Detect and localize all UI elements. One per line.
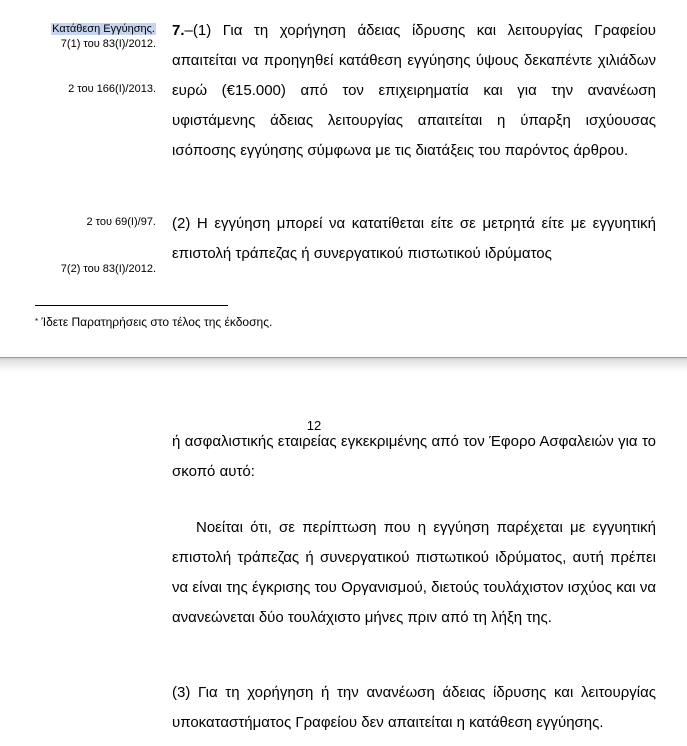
- margin-note-heading: [51, 22, 156, 36]
- section-7-paragraph-1: [172, 16, 656, 166]
- footnote-divider: [35, 305, 228, 306]
- proviso-paragraph: Νοείται ότι, σε περίπτωση που η εγγύηση παρέχεται με εγγυητική επιστολή τράπεζας ή συνεργατικού πιστωτικού ιδρύματος, αυτή πρέπει να είναι της έγκρισης του Οργανισμού, διετούς τουλάχιστον ισχύος και να ανανεώνεται δύο τουλάχιστο μήνες πριν από τη λήξη της.: [172, 519, 656, 626]
- margin-note-ref-1: 7(1) του 83(Ι)/2012.: [60, 38, 156, 50]
- margin-note-ref-4: 7(2) του 83(Ι)/2012.: [60, 263, 156, 275]
- paragraph-2-continuation: ή ασφαλιστικής εταιρείας εγκεκριμένης από τον Έφορο Ασφαλειών για το σκοπό αυτό:: [172, 433, 656, 480]
- footnote-mark: *: [35, 317, 39, 326]
- footnote-text: Ίδετε Παρατηρήσεις στο τέλος της έκδοσης.: [38, 315, 273, 329]
- page-separator: [0, 357, 687, 372]
- highlighted-heading: Κατάθεση Εγγύησης.: [52, 23, 155, 35]
- paragraph-1-text: –(1) Για τη χορήγηση άδειας ίδρυσης και λειτουργίας Γραφείου απαιτείται να προηγηθεί κατάθεση εγγύησης ύψους δεκαπέντε χιλιάδων ευρώ (€15.000) από τον επιχειρηματία και για την ανανέωση υφιστάμενης άδειας λειτουργίας απαιτείται η ύπαρξη ισχύουσας ισόποσης εγγύησης σύμφωνα με τις διατάξεις του παρόντος άρθρου.: [172, 22, 656, 159]
- margin-note-ref-2: 2 του 166(Ι)/2013.: [68, 83, 156, 95]
- section-number: 7.: [172, 22, 185, 39]
- section-7-paragraph-2: (2) Η εγγύηση μπορεί να κατατίθεται είτε σε μετρητά είτε με εγγυητική επιστολή τράπεζας ή συνεργατικού πιστωτικού ιδρύματος: [172, 215, 656, 262]
- footnote: [35, 315, 272, 330]
- page-number: 12: [306, 418, 322, 433]
- margin-note-ref-3: 2 του 69(Ι)/97.: [86, 216, 156, 228]
- section-7-paragraph-3: (3) Για τη χορήγηση ή την ανανέωση άδειας ίδρυσης και λειτουργίας υποκαταστήματος Γραφείου δεν απαιτείται η κατάθεση εγγύησης.: [172, 684, 656, 731]
